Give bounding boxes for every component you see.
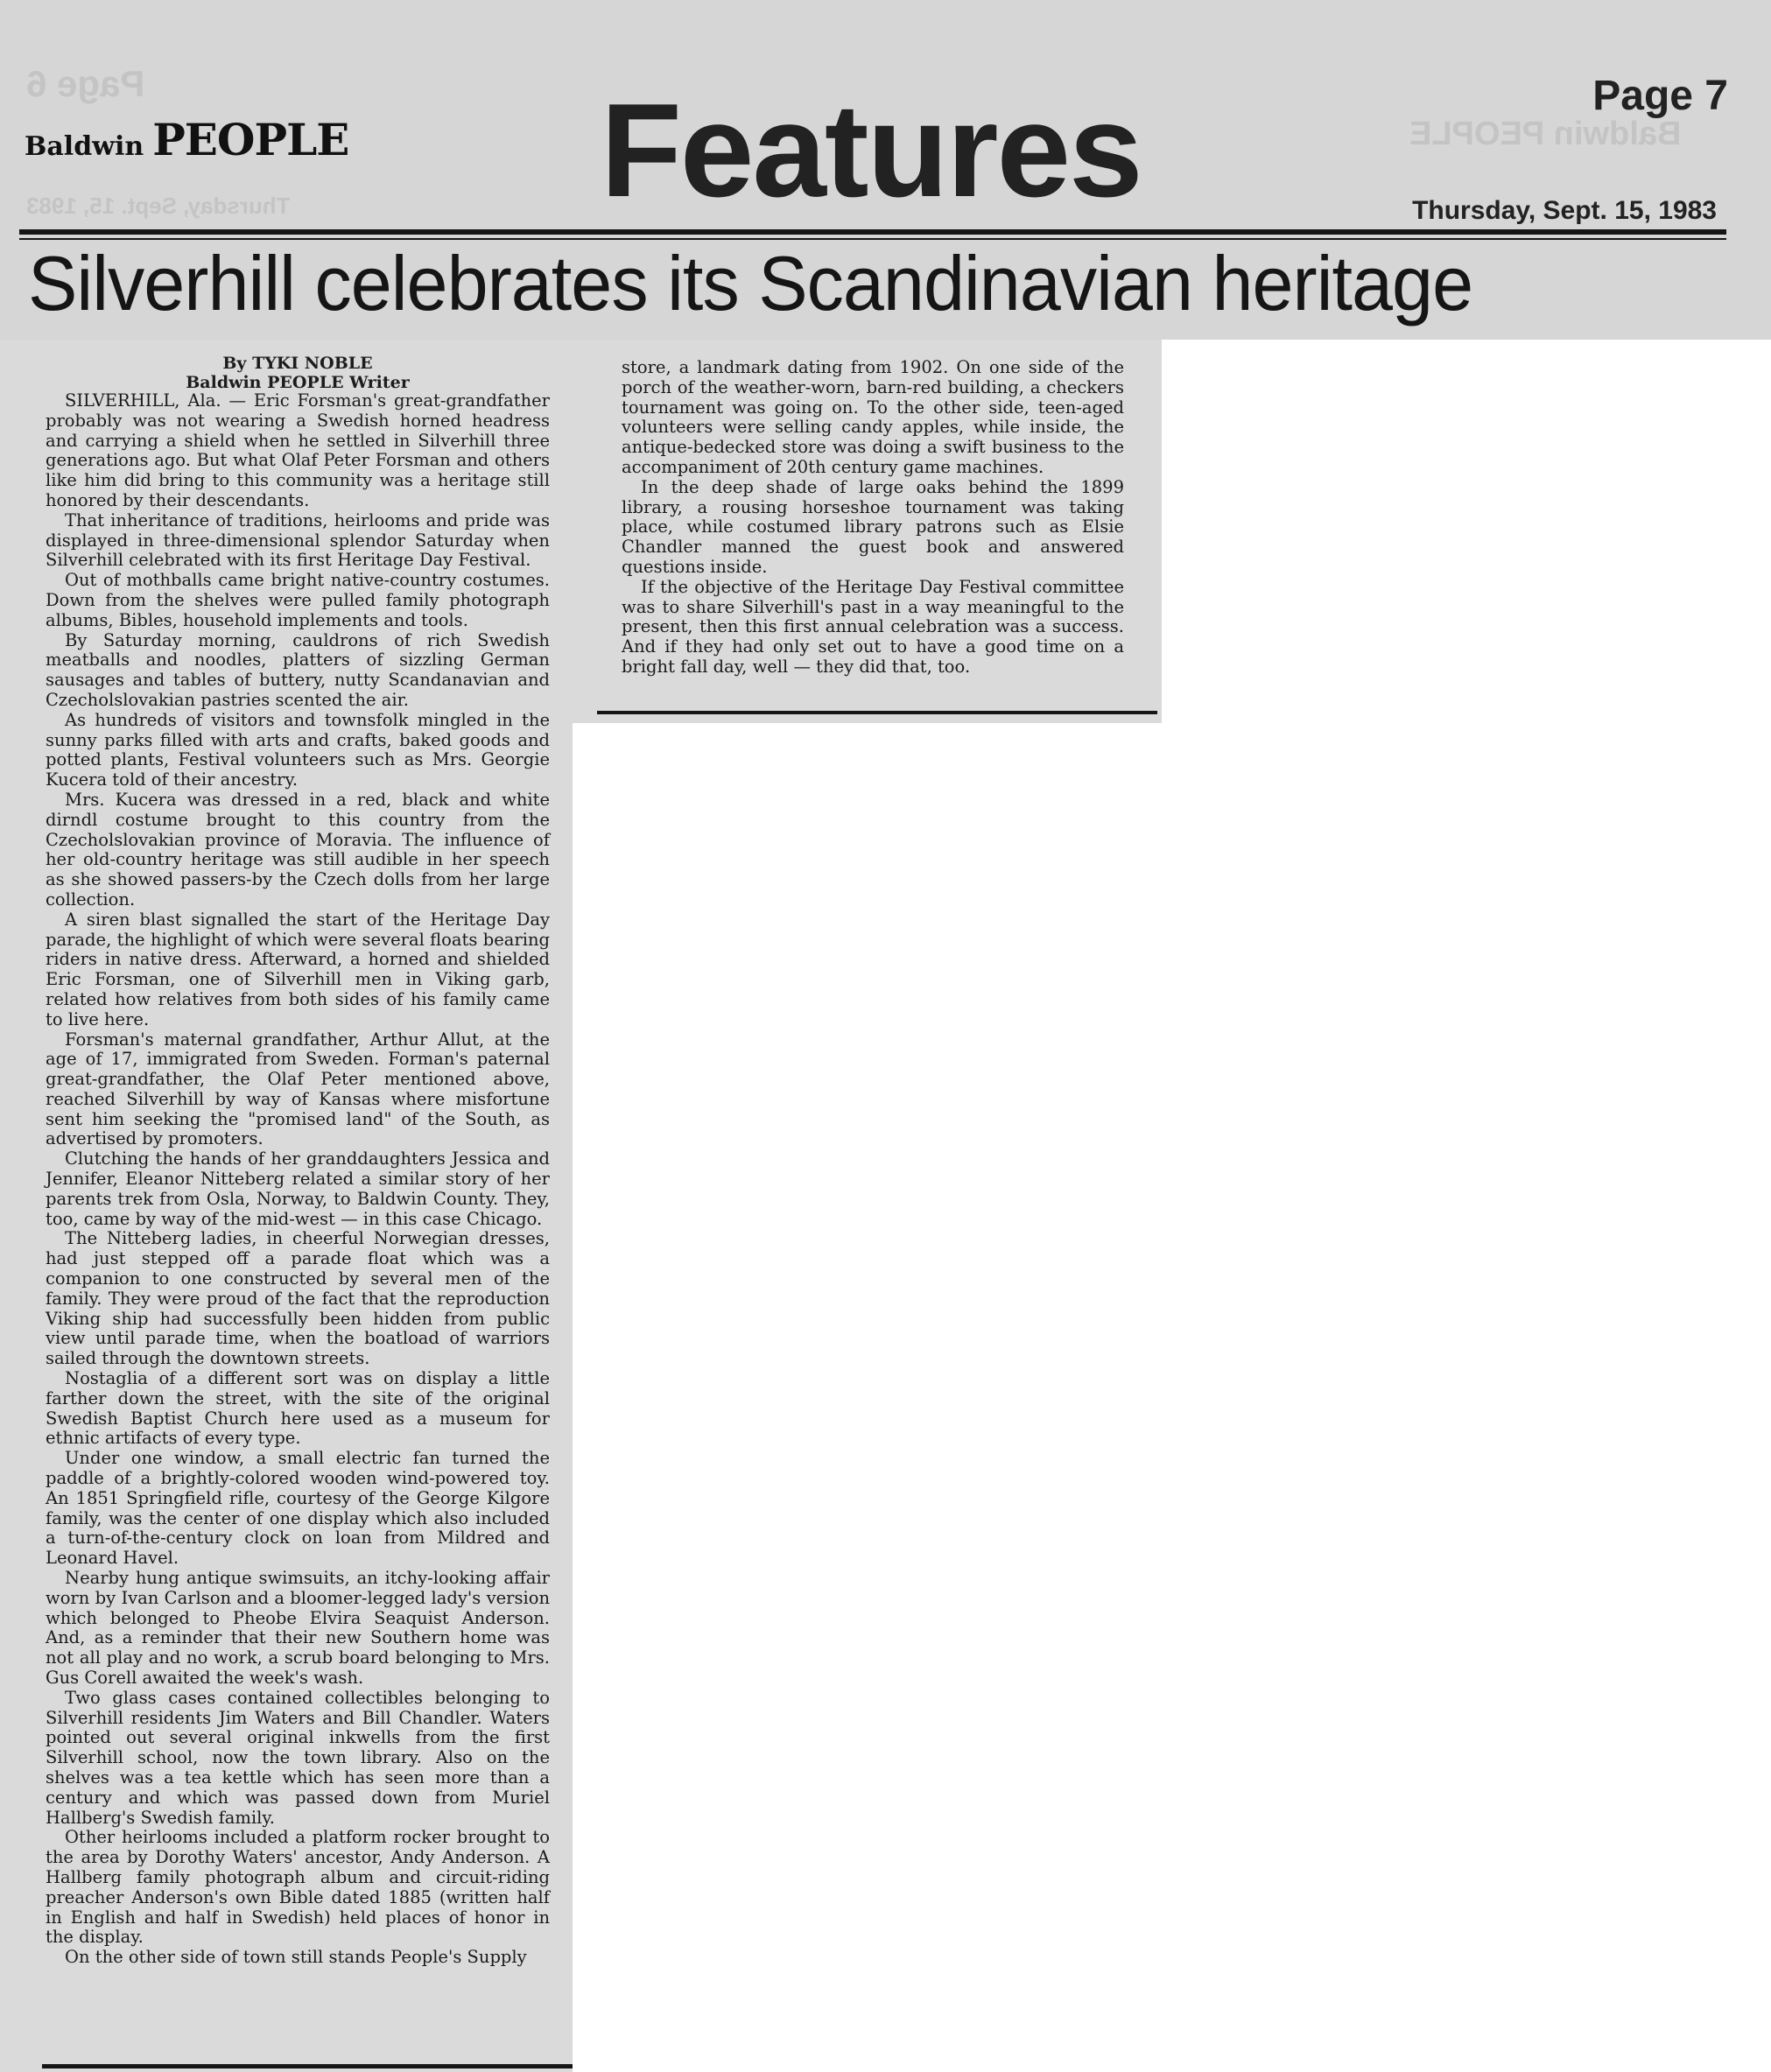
article-headline: Silverhill celebrates its Scandinavian heritage: [28, 240, 1473, 327]
article-paragraph: Mrs. Kucera was dressed in a red, black and white dirndl costume brought to this country from the Czecholslovakian province of Moravia. The influence of her old-country heritage was still audible in her speech as she showed passers-by the Czech dolls from her large collection.: [46, 789, 550, 910]
bleed-through-text: Page 6: [26, 63, 145, 104]
article-paragraph: As hundreds of visitors and townsfolk mingled in the sunny parks filled with arts and crafts, baked goods and potted plants, Festival volunteers such as Mrs. Georgie Kucera told of their ancestry.: [46, 709, 550, 790]
features-title: Features: [601, 76, 1142, 225]
article-paragraph: Two glass cases contained collectibles belonging to Silverhill residents Jim Waters and Bill Chandler. Waters pointed out several original inkwells from the first Silverhill school, now the town library. Also on the shelves was a tea kettle which has seen more than a century and which was passed down from Muriel Hallberg's Swedish family.: [46, 1687, 550, 1828]
issue-date: Thursday, Sept. 15, 1983: [1412, 196, 1717, 225]
masthead-rule: [19, 229, 1726, 235]
section-label-big: PEOPLE: [152, 114, 349, 165]
section-label-small: Baldwin: [25, 131, 144, 162]
article-paragraph: In the deep shade of large oaks behind the 1899 library, a rousing horseshoe tournament was taking place, while costumed library patrons such as Elsie Chandler manned the guest book and answered questions inside.: [622, 476, 1124, 577]
article-paragraph: Other heirlooms included a platform rocker brought to the area by Dorothy Waters' ancestor, Andy Anderson. A Hallberg family photograph album and circuit-riding preacher Anderson's own Bible dated 1885 (written half in English and half in Swedish) held places of honor in the display.: [46, 1827, 550, 1948]
article-paragraph: SILVERHILL, Ala. — Eric Forsman's great-grandfather probably was not wearing a Swedish horned headress and carrying a shield when he settled in Silverhill three generations ago. But what Olaf Peter Forsman and others like him did bring to this community was a heritage still honored by their descendants.: [46, 390, 550, 510]
bleed-through-text: Baldwin PEOPLE: [1409, 116, 1682, 152]
page-number: Page 7: [1592, 73, 1728, 119]
article-paragraph: Under one window, a small electric fan turned the paddle of a brightly-colored wooden wind-powered toy. An 1851 Springfield rifle, courtesy of the George Kilgore family, was the center of one display which also included a turn-of-the-century clock on loan from Mildred and Leonard Havel.: [46, 1448, 550, 1569]
section-label: [25, 114, 348, 165]
article-paragraph: On the other side of town still stands People's Supply: [65, 1947, 527, 1968]
article-paragraph: A siren blast signalled the start of the Heritage Day parade, the highlight of which were several floats bearing riders in native dress. Afterward, a horned and shielded Eric Forsman, one of Silverhill men in Viking garb, related how relatives from both sides of his family came to live here.: [46, 909, 550, 1029]
article-paragraph: store, a landmark dating from 1902. On one side of the porch of the weather-worn, barn-red building, a checkers tournament was going on. To the other side, teen-aged volunteers were selling candy apples, while inside, the antique-bedecked store was doing a swift business to the accompaniment of 20th century game machines.: [622, 357, 1124, 477]
byline-author: By TYKI NOBLE: [222, 354, 373, 373]
article-end-rule: [597, 711, 1157, 714]
article-paragraph: Nostaglia of a different sort was on display a little farther down the street, with the site of the original Swedish Baptist Church here used as a museum for ethnic artifacts of every type.: [46, 1368, 550, 1449]
bleed-through-text: Thursday, Sept. 15, 1983: [26, 193, 291, 219]
column-bottom-rule: [42, 2064, 573, 2068]
article-paragraph: Clutching the hands of her granddaughters Jessica and Jennifer, Eleanor Nitteberg related a similar story of her parents trek from Osla, Norway, to Baldwin County. They, too, came by way of the mid-west — in this case Chicago.: [46, 1148, 550, 1229]
byline-role: Baldwin PEOPLE Writer: [186, 373, 410, 392]
article-paragraph: That inheritance of traditions, heirlooms and pride was displayed in three-dimensional splendor Saturday when Silverhill celebrated with its first Heritage Day Festival.: [46, 509, 550, 571]
article-paragraph: The Nitteberg ladies, in cheerful Norwegian dresses, had just stepped off a parade float which was a companion to one constructed by several men of the family. They were proud of the fact that the reproduction Viking ship had successfully been hidden from public view until parade time, when the boatload of warriors sailed through the downtown streets.: [46, 1228, 550, 1369]
article-paragraph: Out of mothballs came bright native-country costumes. Down from the shelves were pulled family photograph albums, Bibles, household implements and tools.: [46, 570, 550, 630]
article-column-right: [622, 358, 1124, 678]
article-byline: [44, 354, 552, 392]
article-paragraph: If the objective of the Heritage Day Festival committee was to share Silverhill's past in a way meaningful to the present, then this first annual celebration was a success. And if they had only set out to have a good time on a bright fall day, well — they did that, too.: [622, 576, 1124, 677]
article-column-left: [46, 391, 550, 1968]
article-paragraph: By Saturday morning, cauldrons of rich Swedish meatballs and noodles, platters of sizzling German sausages and tables of buttery, nutty Scandanavian and Czecholslovakian pastries scented the air.: [46, 629, 550, 710]
article-paragraph: Forsman's maternal grandfather, Arthur Allut, at the age of 17, immigrated from Sweden. Forman's paternal great-grandfather, the Olaf Peter mentioned above, reached Silverhill by way of Kansas where misfortune sent him seeking the "promised land" of the South, as advertised by promoters.: [46, 1029, 550, 1149]
article-paragraph: Nearby hung antique swimsuits, an itchy-looking affair worn by Ivan Carlson and a bloomer-legged lady's version which belonged to Pheobe Elvira Seaquist Anderson. And, as a reminder that their new Southern home was not all play and no work, a scrub board belonging to Mrs. Gus Corell awaited the week's wash.: [46, 1568, 550, 1688]
